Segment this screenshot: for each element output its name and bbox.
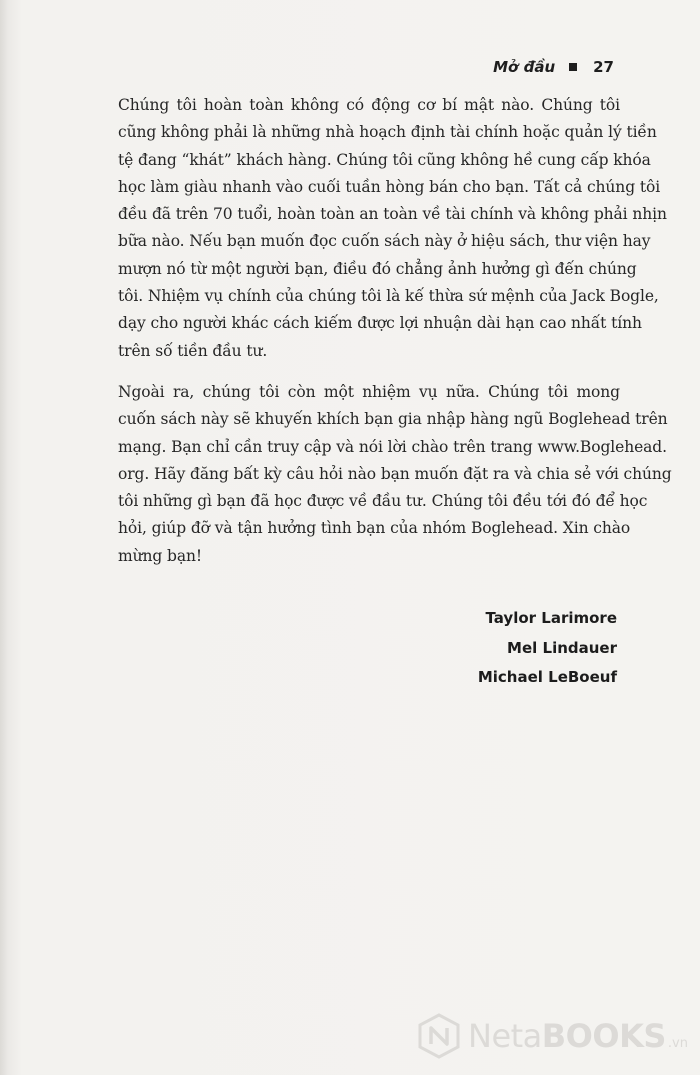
author-name: Mel Lindauer [507, 638, 617, 657]
page-number: 27 [593, 58, 614, 76]
text-line: tôi những gì bạn đã học được về đầu tư. Chúng tôi đều tới đó để học [118, 492, 648, 511]
watermark-brand-light: Neta [468, 1017, 542, 1055]
text-line: tôi. Nhiệm vụ chính của chúng tôi là kế thừa sứ mệnh của Jack Bogle, [118, 287, 659, 306]
text-line: học làm giàu nhanh vào cuối tuần hòng bán cho bạn. Tất cả chúng tôi [118, 177, 661, 196]
text-line: đều đã trên 70 tuổi, hoàn toàn an toàn về tài chính và không phải nhịn [118, 205, 667, 224]
signature-block [478, 604, 617, 693]
watermark [416, 1013, 688, 1059]
text-line: tệ đang “khát” khách hàng. Chúng tôi cũng không hề cung cấp khóa [118, 150, 651, 169]
text-line: bữa nào. Nếu bạn muốn đọc cuốn sách này ở hiệu sách, thư viện hay [118, 232, 651, 251]
text-line: hỏi, giúp đỡ và tận hưởng tình bạn của nhóm Boglehead. Xin chào [118, 519, 631, 538]
text-line: Chúng tôi hoàn toàn không có động cơ bí mật nào. Chúng tôi [118, 96, 620, 114]
paragraph-2 [118, 379, 672, 570]
text-line: org. Hãy đăng bất kỳ câu hỏi nào bạn muốn đặt ra và chia sẻ với chúng [118, 464, 672, 483]
text-line: Ngoài ra, chúng tôi còn một nhiệm vụ nữa. Chúng tôi mong [118, 382, 620, 401]
author-name: Michael LeBoeuf [477, 668, 617, 686]
text-line: mạng. Bạn chỉ cần truy cập và nói lời chào trên trang www.Boglehead. [118, 437, 667, 456]
watermark-brand-bold: BOOKS [541, 1017, 666, 1055]
text-line: cũng không phải là những nhà hoạch định tài chính hoặc quản lý tiền [118, 123, 657, 142]
watermark-suffix: .vn [667, 1036, 688, 1051]
text-line: cuốn sách này sẽ khuyến khích bạn gia nhập hàng ngũ Boglehead trên [118, 410, 668, 429]
square-bullet-icon [569, 63, 577, 71]
author-name: Taylor Larimore [485, 609, 617, 627]
paragraph-1 [118, 92, 667, 365]
text-line: mừng bạn! [118, 546, 202, 565]
netabooks-logo-icon [416, 1013, 462, 1059]
section-title: Mở đầu [493, 58, 556, 76]
text-line: mượn nó từ một người bạn, điều đó chẳng ảnh hưởng gì đến chúng [118, 259, 637, 278]
watermark-brand [468, 1017, 666, 1055]
text-line: trên số tiền đầu tư. [118, 341, 268, 360]
running-head [493, 58, 614, 76]
body-text [118, 92, 672, 570]
text-line: dạy cho người khác cách kiếm được lợi nhuận dài hạn cao nhất tính [118, 314, 642, 333]
